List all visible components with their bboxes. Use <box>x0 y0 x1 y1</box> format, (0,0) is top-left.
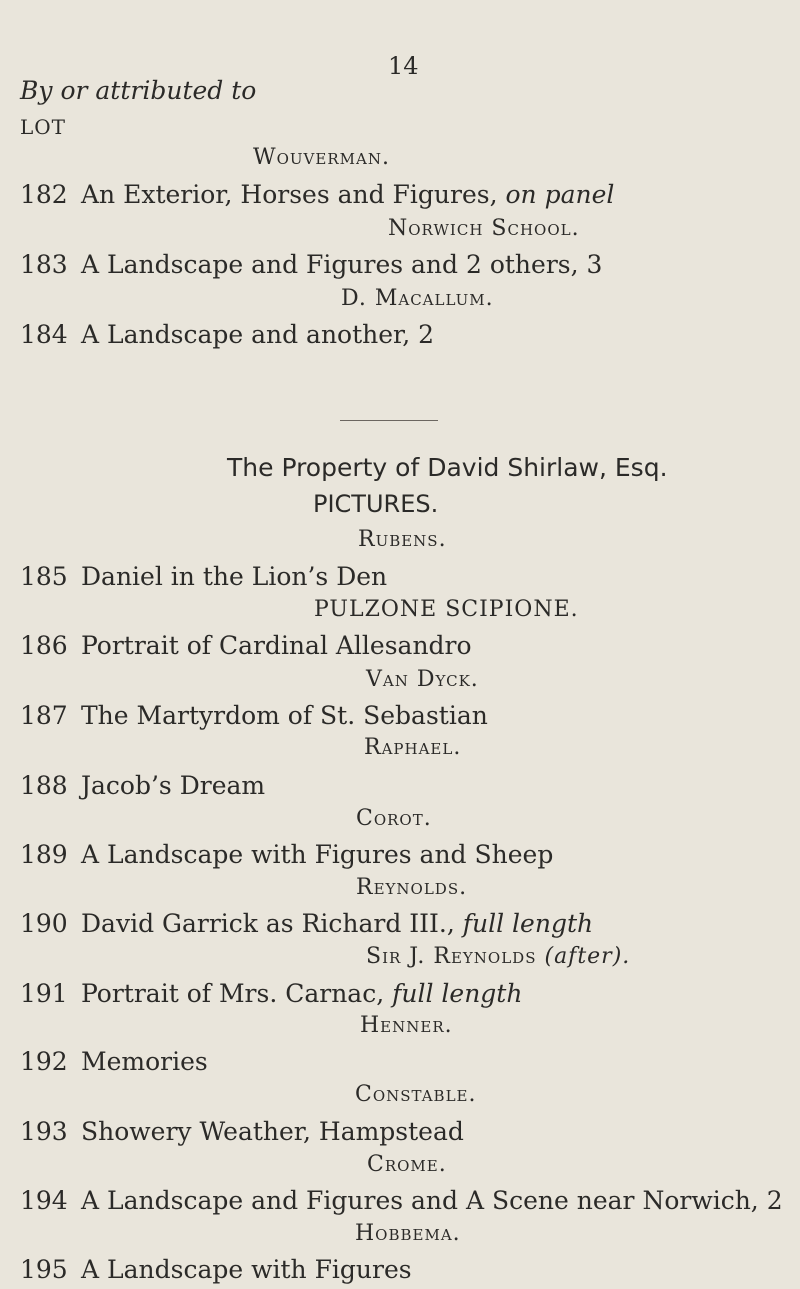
lot-column-label: LOT <box>20 115 67 139</box>
artist-macallum: D. Macallum. <box>341 286 494 311</box>
lot-description-italic: on panel <box>505 180 615 209</box>
artist-name: Sir J. Reynolds <box>366 944 545 969</box>
section-divider <box>340 420 438 421</box>
property-heading: The Property of David Shirlaw, Esq. <box>227 453 668 482</box>
lot-number-185: 185 <box>20 562 68 591</box>
artist-rubens: Rubens. <box>358 527 447 552</box>
lot-description-text: David Garrick as Richard III., <box>81 909 463 938</box>
lot-number-186: 186 <box>20 631 68 660</box>
lot-description-text: Portrait of Mrs. Carnac, <box>81 979 393 1008</box>
artist-van-dyck: Van Dyck. <box>366 667 479 692</box>
lot-number-182: 182 <box>20 180 68 209</box>
lot-number-183: 183 <box>20 250 68 279</box>
lot-number-187: 187 <box>20 701 68 730</box>
lot-description-191 <box>81 979 522 1008</box>
lot-description-186: Portrait of Cardinal Allesandro <box>81 631 472 660</box>
lot-number-191: 191 <box>20 979 68 1008</box>
lot-description-182 <box>81 180 614 209</box>
lot-description-193: Showery Weather, Hampstead <box>81 1117 464 1146</box>
artist-reynolds: Reynolds. <box>356 875 468 900</box>
lot-description-italic: full length <box>462 909 594 938</box>
lot-description-185: Daniel in the Lion’s Den <box>81 562 388 591</box>
lot-number-193: 193 <box>20 1117 68 1146</box>
lot-number-190: 190 <box>20 909 68 938</box>
lot-number-184: 184 <box>20 320 68 349</box>
lot-number-189: 189 <box>20 840 68 869</box>
artist-wouverman: Wouverman. <box>253 145 390 170</box>
artist-raphael: Raphael. <box>364 735 462 760</box>
artist-pulzone: PULZONE SCIPIONE. <box>314 597 579 622</box>
pictures-heading: PICTURES. <box>313 490 439 518</box>
artist-constable: Constable. <box>355 1082 477 1107</box>
artist-crome: Crome. <box>367 1152 447 1177</box>
artist-hobbema: Hobbema. <box>355 1221 461 1246</box>
lot-number-188: 188 <box>20 771 68 800</box>
lot-description-187: The Martyrdom of St. Sebastian <box>81 701 488 730</box>
lot-number-192: 192 <box>20 1047 68 1076</box>
byline: By or attributed to <box>20 76 257 105</box>
artist-attribution: (after). <box>544 944 631 969</box>
page-number: 14 <box>388 52 419 80</box>
lot-description-text: An Exterior, Horses and Figures, <box>81 180 506 209</box>
lot-description-184: A Landscape and another, 2 <box>81 320 435 349</box>
artist-corot: Corot. <box>356 806 432 831</box>
artist-henner: Henner. <box>360 1013 453 1038</box>
lot-number-194: 194 <box>20 1186 68 1215</box>
lot-description-195: A Landscape with Figures <box>81 1255 412 1284</box>
lot-description-183: A Landscape and Figures and 2 others, 3 <box>81 250 603 279</box>
lot-description-192: Memories <box>81 1047 208 1076</box>
lot-number-195: 195 <box>20 1255 68 1284</box>
lot-description-194: A Landscape and Figures and A Scene near Norwich, 2 <box>81 1186 783 1215</box>
lot-description-190 <box>81 909 593 938</box>
lot-description-188: Jacob’s Dream <box>81 771 266 800</box>
lot-description-189: A Landscape with Figures and Sheep <box>81 840 554 869</box>
artist-norwich-school: Norwich School. <box>388 216 580 241</box>
lot-description-italic: full length <box>392 979 523 1008</box>
artist-reynolds-after <box>366 944 630 969</box>
